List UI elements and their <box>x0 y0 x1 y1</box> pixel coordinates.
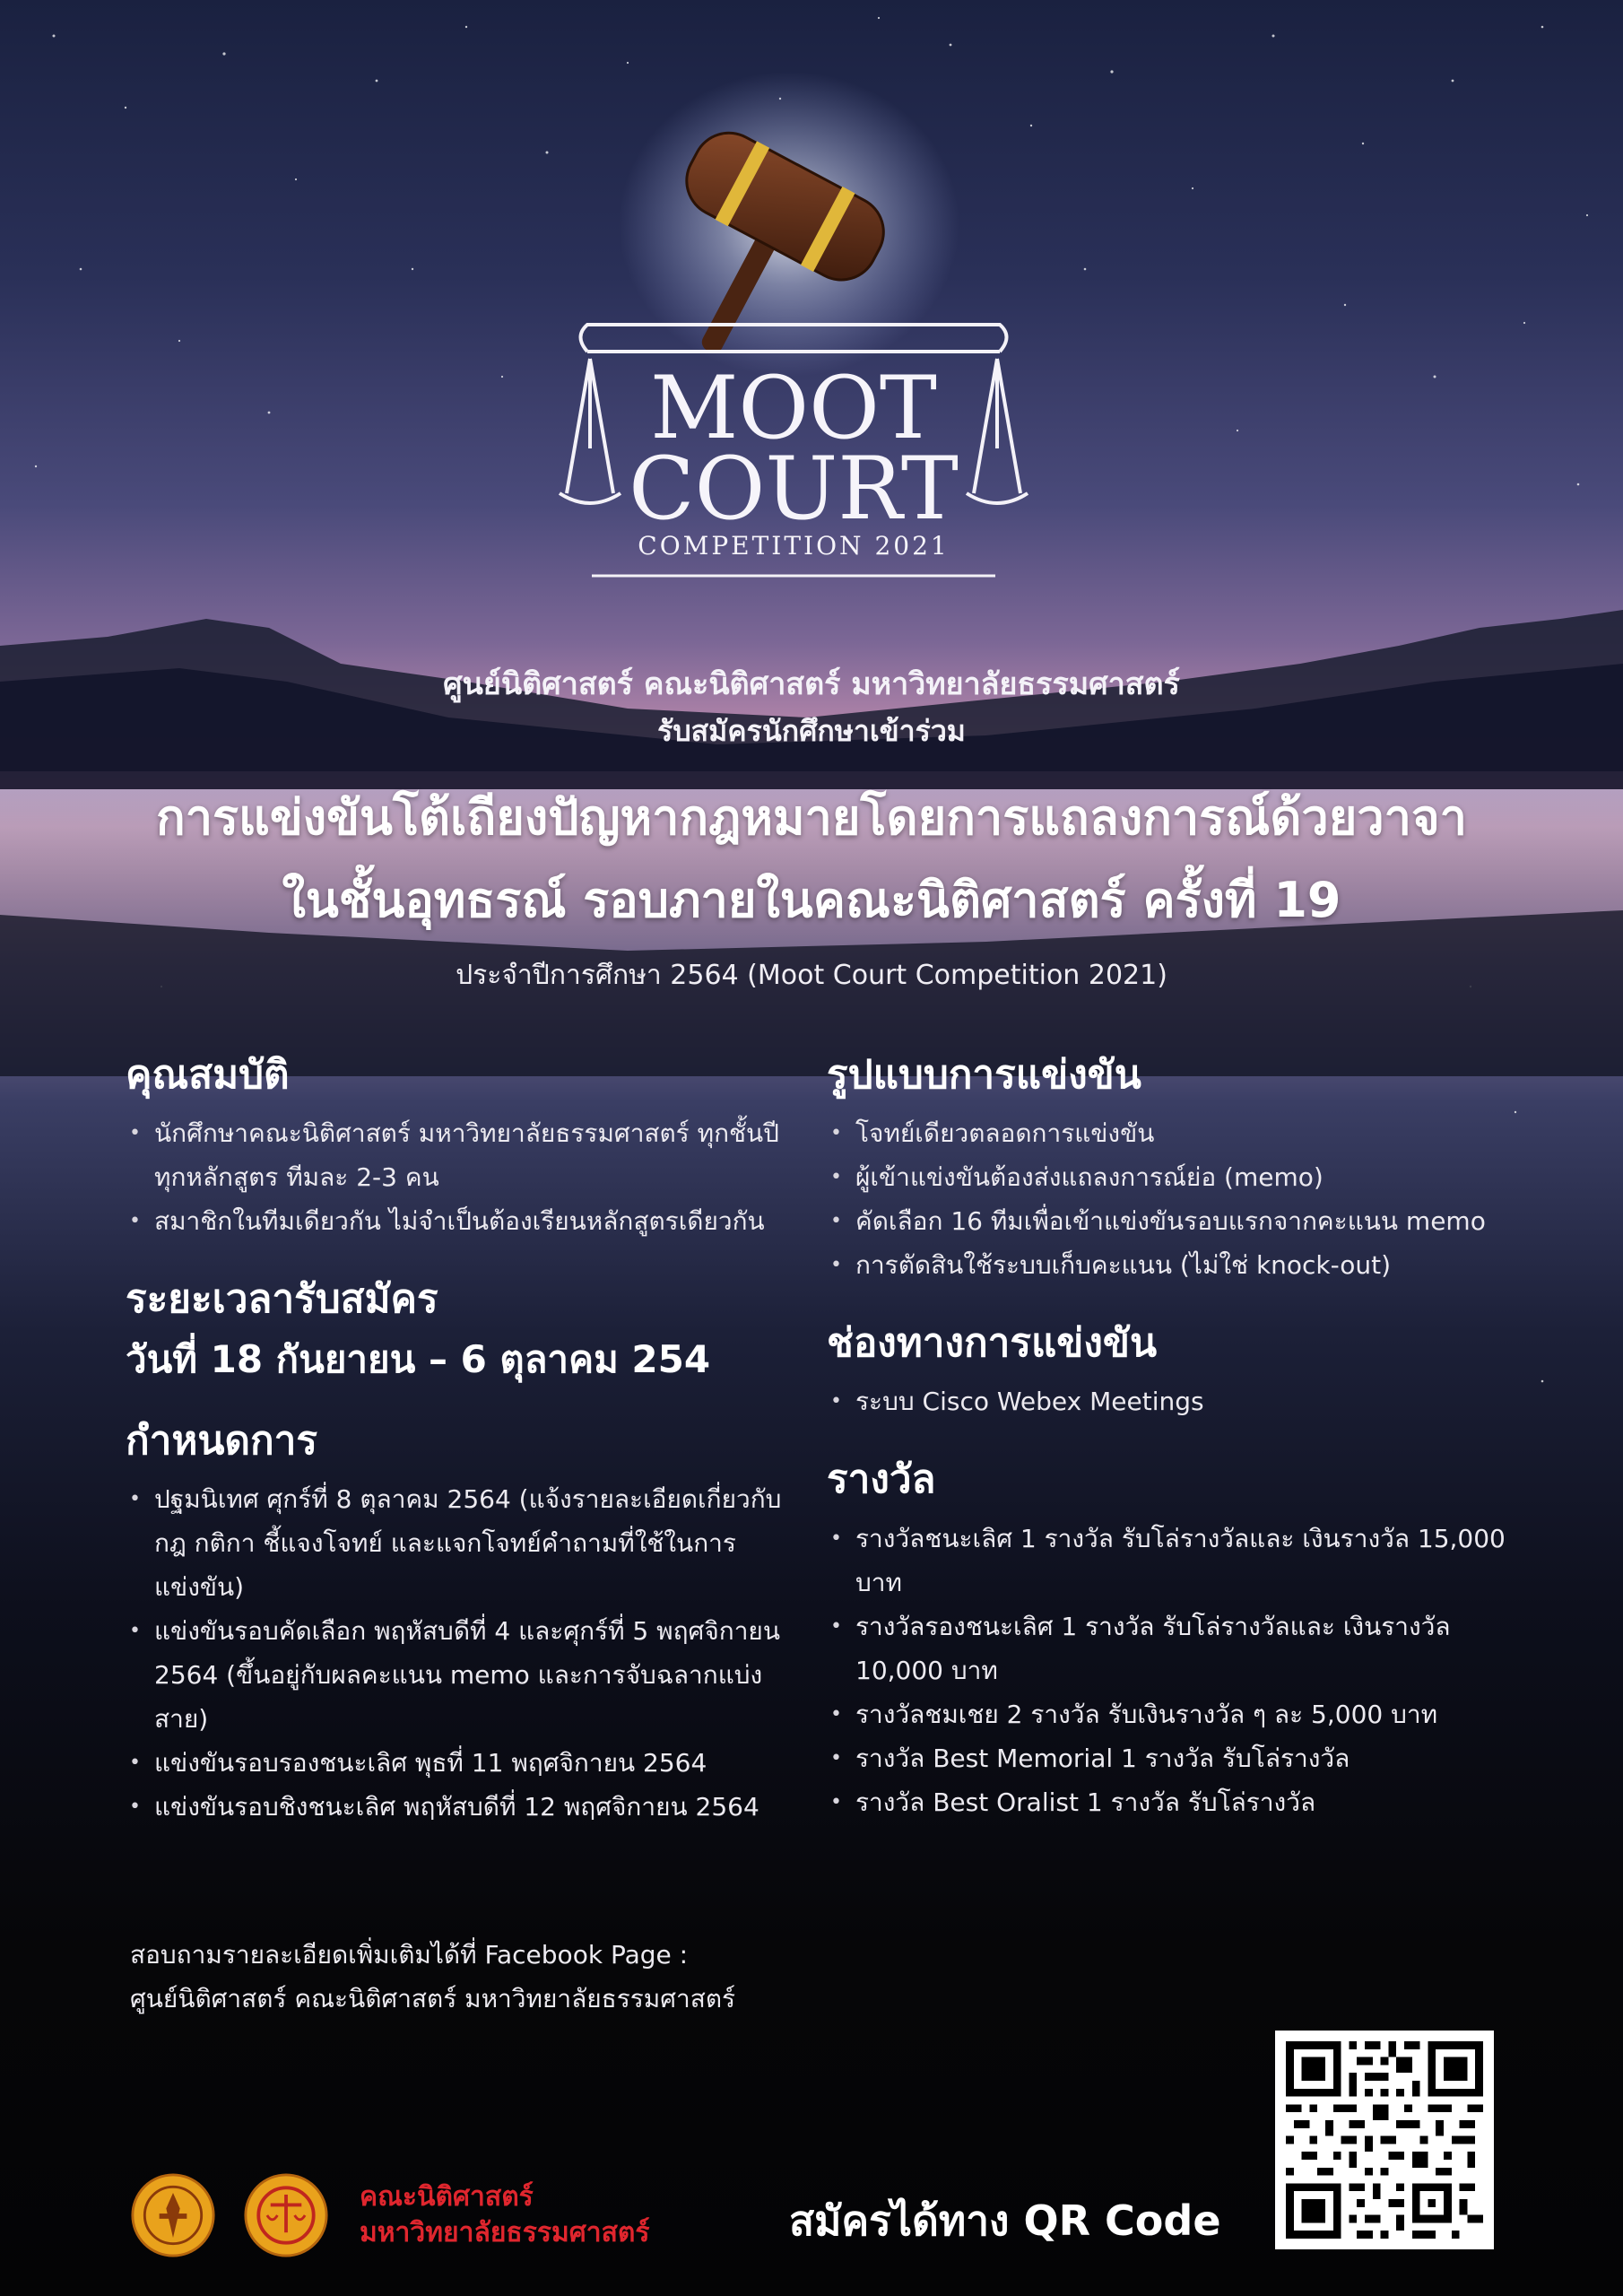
list-item: • รางวัลรองชนะเลิศ 1 รางวัล รับโล่รางวัลและ เงินรางวัล 10,000 บาท <box>827 1605 1508 1692</box>
competition-title-line1: การแข่งขันโต้เถียงปัญหากฎหมายโดยการแถลงการณ์ด้วยวาจา <box>156 789 1467 846</box>
contact-info <box>130 1933 735 2021</box>
logo-competition-text: COMPETITION 2021 <box>638 531 950 561</box>
academic-year-line: ประจำปีการศึกษา 2564 (Moot Court Competition 2021) <box>456 960 1167 991</box>
format-section <box>827 1049 1508 1287</box>
left-column <box>126 1049 807 1859</box>
organizer-line: ศูนย์นิติศาสตร์ คณะนิติศาสตร์ มหาวิทยาลัยธรรมศาสตร์ <box>443 666 1180 702</box>
list-item: • รางวัล Best Oralist 1 รางวัล รับโล่รางวัล <box>827 1780 1508 1824</box>
invite-line: รับสมัครนักศึกษาเข้าร่วม <box>657 714 966 748</box>
registration-period: วันที่ 18 กันยายน – 6 ตุลาคม 254 <box>126 1337 711 1382</box>
format-list <box>827 1111 1508 1287</box>
channel-list <box>827 1379 1508 1423</box>
contact-facebook-page[interactable]: ศูนย์นิติศาสตร์ คณะนิติศาสตร์ มหาวิทยาลัยธรรมศาสตร์ <box>130 1984 736 2013</box>
faculty-seal-icon <box>243 2172 329 2258</box>
qualifications-list <box>126 1111 807 1243</box>
right-column <box>827 1049 1508 1855</box>
faculty-name <box>356 2179 650 2251</box>
list-item: • แข่งขันรอบชิงชนะเลิศ พฤหัสบดีที่ 12 พฤศจิกายน 2564 <box>126 1785 807 1829</box>
competition-title-line2: ในชั้นอุทธรณ์ รอบภายในคณะนิติศาสตร์ ครั้งที่ 19 <box>282 872 1341 928</box>
list-item: • โจทย์เดียวตลอดการแข่งขัน <box>827 1111 1508 1155</box>
schedule-section <box>126 1415 807 1829</box>
channel-section <box>827 1318 1508 1423</box>
awards-title: รางวัล <box>827 1457 936 1503</box>
scale-left-icon <box>560 359 621 503</box>
list-item: • ปฐมนิเทศ ศุกร์ที่ 8 ตุลาคม 2564 (แจ้งรายละเอียดเกี่ยวกับกฎ กติกา ชี้แจงโจทย์ และแจกโจทย์คำถามที่ใช้ในการแข่งขัน) <box>126 1477 807 1609</box>
list-item: • รางวัล Best Memorial 1 รางวัล รับโล่รางวัล <box>827 1736 1508 1780</box>
list-item: • ผู้เข้าแข่งขันต้องส่งแถลงการณ์ย่อ (memo) <box>827 1155 1508 1199</box>
scale-right-icon <box>967 359 1028 503</box>
list-item: • ระบบ Cisco Webex Meetings <box>827 1379 1508 1423</box>
awards-section <box>827 1454 1508 1823</box>
faculty-name-line1: คณะนิติศาสตร์ <box>360 2181 534 2213</box>
list-item: • สมาชิกในทีมเดียวกัน ไม่จำเป็นต้องเรียนหลักสูตรเดียวกัน <box>126 1199 807 1243</box>
list-item: • นักศึกษาคณะนิติศาสตร์ มหาวิทยาลัยธรรมศาสตร์ ทุกชั้นปี ทุกหลักสูตร ทีมละ 2-3 คน <box>126 1111 807 1199</box>
logo-court-text: COURT <box>629 439 959 539</box>
channel-title: ช่องทางการแข่งขัน <box>827 1320 1158 1367</box>
footer-logos <box>130 2170 650 2260</box>
schedule-list <box>126 1477 807 1829</box>
list-item: • แข่งขันรอบรองชนะเลิศ พุธที่ 11 พฤศจิกายน 2564 <box>126 1741 807 1785</box>
list-item: • แข่งขันรอบคัดเลือก พฤหัสบดีที่ 4 และศุกร์ที่ 5 พฤศจิกายน 2564 (ขึ้นอยู่กับผลคะแนน memo และการจับฉลากแบ่งสาย) <box>126 1609 807 1741</box>
qualifications-title: คุณสมบัติ <box>126 1052 290 1098</box>
contact-line1: สอบถามรายละเอียดเพิ่มเติมได้ที่ Facebook Page : <box>130 1940 689 1970</box>
list-item: • คัดเลือก 16 ทีมเพื่อเข้าแข่งขันรอบแรกจากคะแนน memo <box>827 1199 1508 1243</box>
qr-code[interactable] <box>1275 2031 1494 2249</box>
qualifications-section <box>126 1049 807 1243</box>
qr-register-label: สมัครได้ทาง QR Code <box>789 2196 1221 2245</box>
faculty-name-line2: มหาวิทยาลัยธรรมศาสตร์ <box>360 2217 650 2248</box>
schedule-title: กำหนดการ <box>126 1417 317 1464</box>
qr-code-icon <box>1286 2041 1483 2239</box>
logo-moot-text: MOOT <box>650 358 937 458</box>
university-seal-icon <box>130 2172 216 2258</box>
list-item: • การตัดสินใช้ระบบเก็บคะแนน (ไม่ใช่ knock-out) <box>827 1243 1508 1287</box>
format-title: รูปแบบการแข่งขัน <box>827 1052 1141 1098</box>
list-item: • รางวัลชมเชย 2 รางวัล รับเงินรางวัล ๆ ละ 5,000 บาท <box>827 1692 1508 1736</box>
list-item: • รางวัลชนะเลิศ 1 รางวัล รับโล่รางวัลและ เงินรางวัล 15,000 บาท <box>827 1517 1508 1605</box>
registration-title: ระยะเวลารับสมัคร <box>126 1276 438 1323</box>
awards-list <box>827 1517 1508 1824</box>
registration-section <box>126 1274 807 1385</box>
